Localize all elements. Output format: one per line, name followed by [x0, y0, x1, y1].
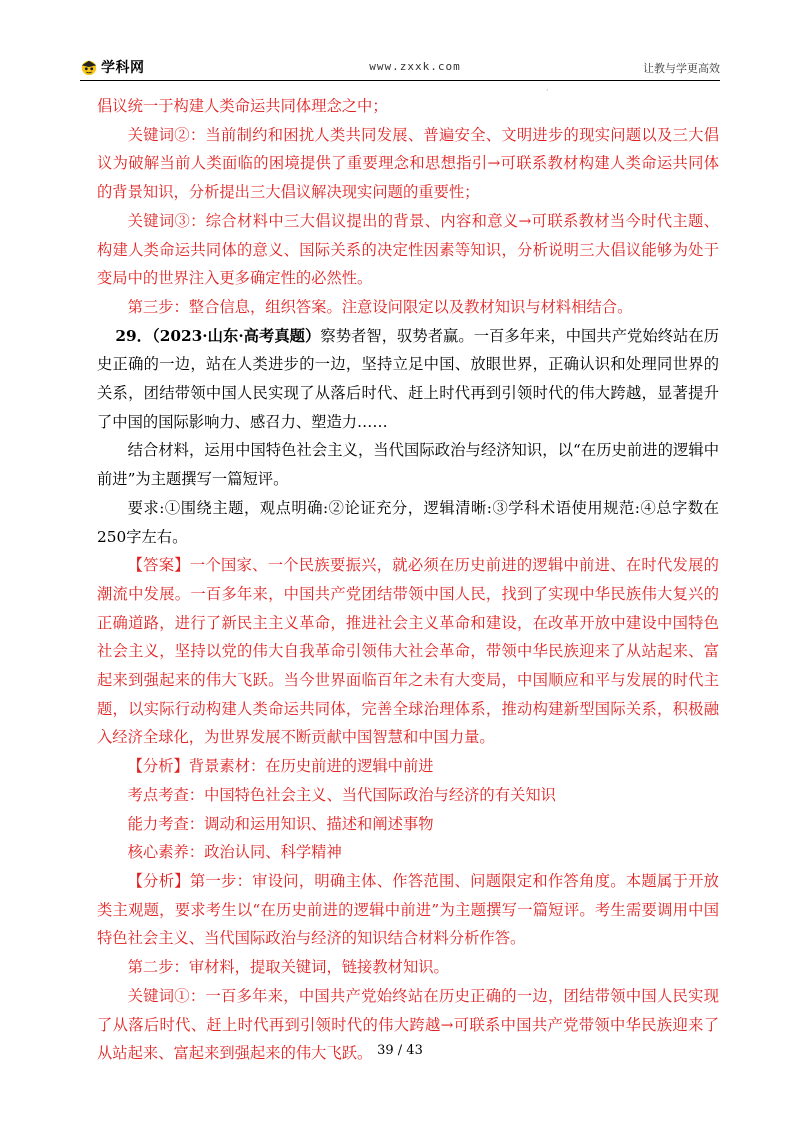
question-29	[97, 322, 719, 437]
page-header	[80, 54, 720, 80]
analysis	[97, 752, 719, 781]
analysis	[97, 867, 719, 953]
paragraph: 能力考查：调动和运用知识、描述和阐述事物	[127, 814, 434, 833]
answer-label: 【答案】	[127, 556, 190, 575]
answer-text: 一个国家、一个民族要振兴，就必须在历史前进的逻辑中前进、在时代发展的潮流中发展。一百多年来，中国共产党团结带领中国人民，找到了实现中华民族伟大复兴的正确道路，进行了新民主主义革命，推进社会主义革命和建设，在改革开放中建设中国特色社会主义，坚持以党的伟大自我革命引领伟大社会革命，带领中华民族迎来了从站起来、富起来到强起来的伟大飞跃。当今世界面临百年之未有大变局，中国顺应和平与发展的时代主题，以实际行动构建人类命运共同体，完善全球治理体系，推动构建新型国际关系，积极融入经济全球化，为世界发展不断贡献中国智慧和中国力量。	[97, 556, 719, 747]
paragraph: 要求:①围绕主题，观点明确:②论证充分，逻辑清晰:③学科术语使用规范:④总字数在250字左右。	[97, 498, 719, 546]
paragraph: 倡议统一于构建人类命运共同体理念之中；	[97, 97, 388, 115]
paragraph: 核心素养：政治认同、科学精神	[127, 843, 342, 862]
logo-text: 学科网	[101, 60, 145, 76]
document-body	[97, 92, 719, 1068]
question-text: 察势者智，驭势者赢。一百多年来，中国共产党始终站在历史正确的一边，站在人类进步的一边，坚持立足中国、放眼世界，正确认识和处理同世界的关系，团结带领中国人民实现了从落后时代、赶上时代再到引领时代的伟大跨越，显著提升了中国的国际影响力、感召力、塑造力……	[97, 326, 719, 431]
paragraph: 关键词③：综合材料中三大倡议提出的背景、内容和意义→可联系教材当今时代主题、构建人类命运共同体的意义、国际关系的决定性因素等知识，分析说明三大倡议能够为处于变局中的世界注入更多确定性的必然性。	[97, 211, 719, 288]
page-number: 39 / 43	[377, 1043, 423, 1058]
analysis-label: 【分析】	[127, 757, 189, 776]
paragraph: 关键词①：一百多年来，中国共产党始终站在历史正确的一边，团结带领中国人民实现了从落后时代、赶上时代再到引领时代的伟大跨越→可联系中国共产党带领中华民族迎来了从站起来、富起来到强起来的伟大飞跃。	[97, 986, 719, 1063]
question-source: （2023·山东·高考真题）	[152, 326, 321, 345]
analysis-text: 背景素材：在历史前进的逻辑中前进	[188, 757, 434, 776]
header-slogan: 让教与学更高效	[643, 62, 720, 75]
logo	[80, 57, 145, 77]
paragraph: 结合材料，运用中国特色社会主义，当代国际政治与经济知识，以“在历史前进的逻辑中前进”为主题撰写一篇短评。	[97, 441, 719, 489]
stray-mark: ·	[546, 86, 549, 95]
question-number: 29．	[115, 326, 153, 345]
paragraph: 第二步：审材料，提取关键词，链接教材知识。	[127, 958, 449, 977]
site-url: www.zxxk.com	[369, 60, 461, 73]
paragraph: 考点考查：中国特色社会主义、当代国际政治与经济的有关知识	[127, 785, 556, 804]
mascot-logo-icon	[80, 58, 98, 76]
answer	[97, 551, 719, 752]
header-divider	[80, 80, 720, 81]
paragraph: 第三步：整合信息，组织答案。注意设问限定以及教材知识与材料相结合。	[127, 297, 633, 316]
analysis-label: 【分析】	[127, 871, 190, 890]
paragraph: 关键词②：当前制约和困扰人类共同发展、普遍安全、文明进步的现实问题以及三大倡议为破解当前人类面临的困境提供了重要理念和思想指引→可联系教材构建人类命运共同体的背景知识，分析提出三大倡议解决现实问题的重要性；	[97, 125, 719, 202]
analysis-text: 第一步：审设问，明确主体、作答范围、问题限定和作答角度。本题属于开放类主观题，要求考生以“在历史前进的逻辑中前进”为主题撰写一篇短评。考生需要调用中国特色社会主义、当代国际政治与经济的知识结合材料分析作答。	[97, 871, 719, 948]
